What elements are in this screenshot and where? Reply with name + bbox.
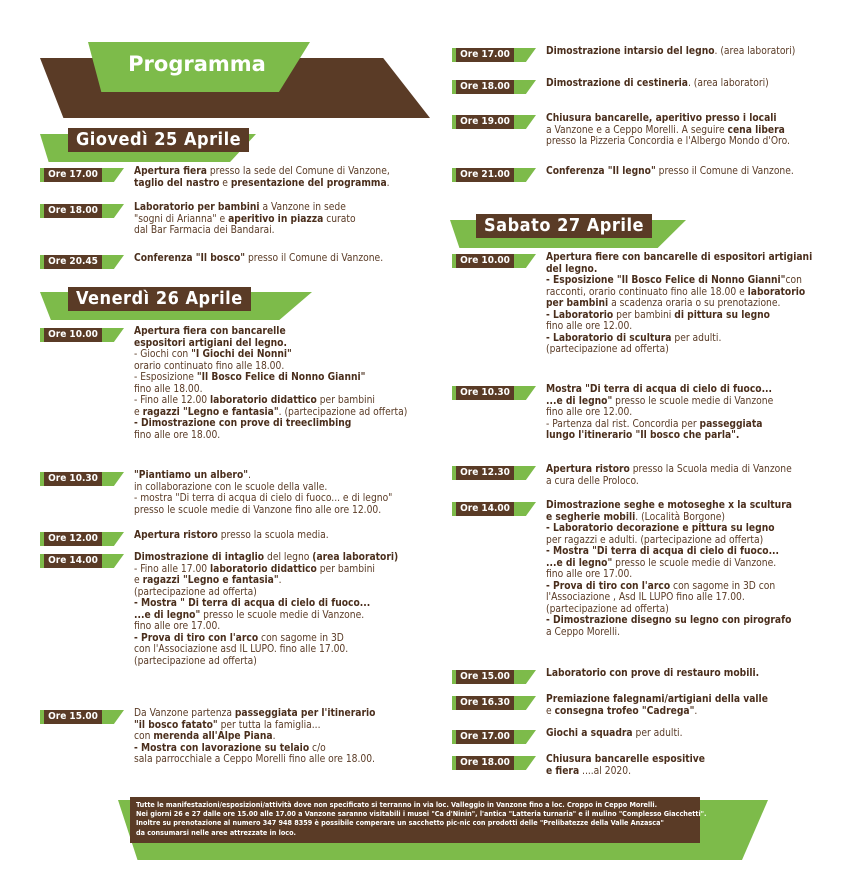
time-label: Ore 10.30	[456, 386, 514, 400]
event-highlight: - Laboratorio di scultura	[546, 332, 672, 344]
time-label: Ore 12.30	[456, 466, 514, 480]
event-line	[546, 298, 812, 310]
event-highlight: - Mostra " Di terra di acqua di cielo di fuoco...	[134, 598, 371, 609]
event-text: con sagome in 3D	[258, 632, 344, 644]
event-line	[134, 395, 407, 407]
event-line	[134, 430, 407, 442]
event-text: dal Bar Farmacia dei Bandarai.	[134, 225, 275, 236]
event-line	[546, 754, 705, 766]
time-tag	[452, 730, 536, 744]
time-label: Ore 17.00	[456, 730, 514, 744]
time-tag	[452, 115, 536, 129]
event-text: a Vanzone in sede	[259, 202, 346, 213]
event-line	[546, 136, 790, 148]
time-label: Ore 17.00	[456, 48, 514, 62]
event-text: e	[134, 575, 143, 586]
event-highlight: Apertura ristoro	[134, 530, 218, 541]
event-text: .	[694, 705, 698, 717]
event-text: - Giochi con	[134, 349, 192, 360]
time-label: Ore 14.00	[44, 554, 102, 568]
event-description	[546, 166, 794, 178]
footer-line: da consumarsi nelle aree attrezzate in loco.	[136, 827, 297, 837]
event-description	[546, 754, 705, 777]
event-text: per bambini	[316, 563, 375, 575]
event-line	[546, 464, 792, 476]
event-line	[134, 708, 375, 720]
event-text: fino alle ore 17.00.	[134, 621, 221, 632]
event-description	[134, 708, 375, 766]
event-text: - mostra "Di terra di acqua di cielo di fuoco... e di legno"	[134, 493, 393, 504]
footer-notes	[130, 797, 707, 843]
time-tag	[452, 502, 536, 516]
event-line	[134, 253, 383, 265]
event-line	[134, 731, 375, 743]
event-line	[546, 430, 773, 442]
event-text: per adulti.	[632, 728, 683, 739]
event-text: (partecipazione ad offerta)	[546, 344, 669, 355]
event-line	[546, 535, 792, 547]
event-highlight: - Prova di tiro con l'arco	[134, 632, 259, 644]
event-text: (partecipazione ad offerta)	[134, 655, 257, 667]
event-line	[134, 407, 407, 419]
event-line	[134, 505, 392, 517]
event-description	[134, 470, 392, 516]
event-text: curato	[323, 213, 356, 225]
event-line	[546, 592, 792, 604]
event-highlight: Chiusura bancarelle, aperitivo presso i locali	[546, 113, 777, 124]
event-description	[546, 500, 792, 638]
event-text: (partecipazione ad offerta)	[546, 603, 669, 615]
event-highlight: laboratorio didattico	[210, 395, 317, 406]
time-label: Ore 14.00	[456, 502, 514, 516]
event-line	[546, 264, 812, 276]
time-tag	[452, 756, 536, 770]
event-highlight: "Il Bosco Felice di Nonno Gianni"	[196, 372, 366, 383]
event-line	[546, 604, 792, 616]
event-text: presso il Comune di Vanzone.	[245, 253, 384, 264]
event-line	[546, 287, 812, 299]
event-text: con sagome in 3D con	[670, 580, 776, 592]
time-tag	[452, 254, 536, 268]
event-line	[546, 512, 792, 524]
event-highlight: - Dimostrazione con prove di treeclimbing	[134, 418, 352, 429]
time-label: Ore 19.00	[456, 115, 514, 129]
event-highlight: e segherie mobili	[546, 511, 636, 523]
event-highlight: Apertura fiera con bancarelle	[134, 326, 286, 337]
event-line	[546, 252, 812, 264]
event-highlight: Dimostrazione di cestineria	[546, 78, 688, 89]
time-label: Ore 18.00	[44, 204, 102, 218]
event-line	[134, 225, 356, 237]
event-line	[134, 587, 398, 599]
event-text: orario continuato fino alle 18.00.	[134, 360, 285, 372]
event-text: a scadenza oraria o su prenotazione.	[608, 298, 781, 309]
event-highlight: per bambini	[546, 298, 609, 309]
event-line	[546, 113, 790, 125]
event-description	[546, 728, 683, 740]
event-line	[546, 125, 790, 137]
event-text: - Partenza dal rist. Concordia per	[546, 418, 700, 430]
event-line	[134, 214, 356, 226]
footer-line: Inoltre su prenotazione al numero 347 948 8359 è possibile comperare un sacchetto pic-nic con prodotti delle "Prelibatezze della Valle Anzasca"	[136, 818, 664, 828]
event-text: - Fino alle 12.00	[134, 395, 211, 406]
event-line	[546, 321, 812, 333]
event-text: l'Associazione , Asd IL LUPO fino alle 17.00.	[546, 592, 745, 603]
event-text: .	[386, 177, 390, 189]
event-description	[546, 384, 773, 442]
event-text: per bambini	[316, 395, 375, 406]
time-label: Ore 10.00	[44, 328, 102, 342]
event-highlight: - Prova di tiro con l'arco	[546, 580, 671, 592]
event-line	[546, 627, 792, 639]
event-line	[134, 326, 407, 338]
event-line	[546, 546, 792, 558]
event-line	[546, 523, 792, 535]
event-line	[546, 333, 812, 345]
event-description	[134, 530, 329, 542]
event-text: .	[248, 470, 251, 481]
event-highlight: ragazzi "Legno e fantasia"	[142, 575, 279, 586]
day-header: Venerdì 26 Aprile	[68, 287, 251, 311]
event-text: presso il Comune di Vanzone.	[655, 166, 794, 177]
event-line	[134, 552, 398, 564]
event-highlight: laboratorio	[747, 286, 806, 298]
event-line	[546, 310, 812, 322]
time-tag	[40, 204, 124, 218]
event-text: . (partecipazione ad offerta)	[278, 406, 408, 418]
event-line	[546, 344, 812, 356]
event-text: fino alle ore 18.00.	[134, 429, 221, 441]
event-highlight: - Mostra con lavorazione su telaio	[134, 742, 310, 754]
event-highlight: "il bosco fatato"	[134, 719, 218, 731]
event-text: presso la Scuola media di Vanzone	[629, 464, 792, 475]
event-text: . (Località Borgone)	[635, 511, 726, 523]
time-tag	[40, 168, 124, 182]
event-highlight: "I Giochi dei Nonni"	[191, 349, 292, 360]
event-text: in collaborazione con le scuole della valle.	[134, 481, 328, 493]
event-description	[134, 166, 390, 189]
event-highlight: Chiusura bancarelle espositive	[546, 754, 705, 765]
time-tag	[40, 472, 124, 486]
event-text: presso la sede del Comune di Vanzone,	[206, 166, 390, 177]
event-text: sala parrocchiale a Ceppo Morelli fino alle ore 18.00.	[134, 754, 375, 765]
time-tag	[452, 80, 536, 94]
event-line	[134, 633, 398, 645]
event-line	[134, 361, 407, 373]
time-label: Ore 18.00	[456, 756, 514, 770]
event-highlight: passeggiata	[699, 418, 763, 430]
event-highlight: - Esposizione "Il Bosco Felice di Nonno Gianni"	[546, 275, 786, 286]
event-text: a cura delle Proloco.	[546, 475, 639, 487]
time-label: Ore 10.30	[44, 472, 102, 486]
event-line	[134, 656, 398, 668]
event-line	[546, 766, 705, 778]
event-text: presso le scuole medie di Vanzone fino alle ore 12.00.	[134, 504, 382, 516]
event-line	[546, 694, 768, 706]
event-text: per adulti.	[671, 332, 722, 344]
event-line	[546, 407, 773, 419]
event-text: Da Vanzone partenza	[134, 708, 235, 719]
event-text: ....al 2020.	[579, 765, 631, 777]
event-highlight: "Piantiamo un albero"	[134, 470, 249, 481]
time-tag	[452, 48, 536, 62]
time-label: Ore 12.00	[44, 532, 102, 546]
time-label: Ore 17.00	[44, 168, 102, 182]
event-text: .	[272, 731, 276, 742]
event-highlight: Giochi a squadra	[546, 728, 633, 739]
event-line	[134, 470, 392, 482]
event-text: .	[278, 575, 282, 586]
event-line	[546, 396, 773, 408]
event-description	[546, 694, 768, 717]
event-line	[134, 418, 407, 430]
event-highlight: ...e di legno"	[546, 557, 613, 569]
event-line	[134, 493, 392, 505]
event-text: e	[219, 177, 231, 189]
time-label: Ore 15.00	[456, 670, 514, 684]
event-highlight: - Mostra "Di terra di acqua di cielo di fuoco...	[546, 546, 780, 557]
event-highlight: consegna trofeo "Cadrega"	[554, 705, 695, 717]
event-text: e	[134, 406, 143, 418]
event-line	[546, 419, 773, 431]
event-text: - Fino alle 17.00	[134, 563, 211, 575]
event-line	[134, 743, 375, 755]
event-line	[134, 166, 390, 178]
event-text: fino alle 18.00.	[134, 383, 203, 395]
event-highlight: espositori artigiani del legno.	[134, 337, 287, 349]
event-highlight: Mostra "Di terra di acqua di cielo di fuoco...	[546, 384, 773, 395]
event-line	[134, 202, 356, 214]
event-text: per tutta la famiglia...	[217, 719, 321, 731]
event-description	[546, 464, 792, 487]
event-highlight: merenda all'Alpe Piana	[153, 731, 273, 742]
day-header: Giovedì 25 Aprile	[68, 128, 249, 152]
event-description	[134, 326, 407, 441]
event-highlight: e fiera	[546, 765, 580, 777]
event-highlight: ragazzi "Legno e fantasia"	[142, 406, 279, 418]
time-label: Ore 20.45	[44, 255, 102, 269]
event-highlight: Dimostrazione seghe e motoseghe x la scultura	[546, 500, 792, 511]
event-line	[134, 644, 398, 656]
event-line	[546, 384, 773, 396]
event-text: - Esposizione	[134, 372, 197, 383]
event-line	[134, 598, 398, 610]
event-highlight: Dimostrazione di intaglio	[134, 552, 265, 563]
event-text: (partecipazione ad offerta)	[134, 586, 257, 598]
event-text: presso le scuole medie di Vanzone.	[200, 609, 365, 621]
event-highlight: cena libera	[727, 124, 785, 136]
event-highlight: Laboratorio per bambini	[134, 202, 260, 213]
event-line	[134, 610, 398, 622]
event-line	[546, 615, 792, 627]
event-description	[134, 552, 398, 667]
page-title: Programma	[128, 52, 266, 76]
event-description	[546, 46, 795, 58]
event-line	[134, 338, 407, 350]
event-text: c/o	[309, 742, 326, 754]
time-label: Ore 18.00	[456, 80, 514, 94]
event-line	[134, 482, 392, 494]
day-header: Sabato 27 Aprile	[476, 214, 652, 238]
event-line	[134, 575, 398, 587]
event-highlight: Conferenza "Il legno"	[546, 166, 656, 177]
event-line	[134, 384, 407, 396]
time-tag	[452, 696, 536, 710]
time-tag	[452, 386, 536, 400]
event-highlight: lungo l'itinerario "Il bosco che parla".	[546, 430, 740, 441]
time-tag	[452, 466, 536, 480]
event-highlight: - Dimostrazione disegno su legno con pirografo	[546, 615, 792, 626]
event-highlight: Apertura fiera	[134, 166, 207, 177]
event-highlight: di pittura su legno	[674, 309, 770, 321]
event-line	[546, 500, 792, 512]
event-line	[134, 754, 375, 766]
time-tag	[40, 532, 124, 546]
event-text: del legno	[264, 552, 313, 563]
event-line	[546, 78, 769, 90]
event-line	[134, 349, 407, 361]
footer-line: Nei giorni 26 e 27 dalle ore 15.00 alle 17.00 a Vanzone saranno visitabili i musei "Ca d'Ninin", l'antica "Latteria turnaria" e il mulino "Complesso Giacchetti".	[136, 809, 707, 819]
event-description	[546, 113, 790, 148]
event-text: fino alle ore 12.00.	[546, 321, 633, 332]
event-text: a Ceppo Morelli.	[546, 626, 620, 638]
time-tag	[40, 710, 124, 724]
event-text: per bambini	[613, 309, 675, 321]
event-highlight: ...e di legno"	[546, 395, 613, 407]
time-tag	[452, 168, 536, 182]
event-line	[546, 728, 683, 740]
time-tag	[40, 255, 124, 269]
event-description	[546, 252, 812, 356]
event-line	[546, 275, 812, 287]
event-description	[546, 668, 759, 680]
event-line	[546, 581, 792, 593]
event-line	[546, 668, 759, 680]
event-line	[546, 46, 795, 58]
time-tag	[40, 554, 124, 568]
time-label: Ore 16.30	[456, 696, 514, 710]
event-highlight: del legno.	[546, 263, 598, 275]
event-highlight: Dimostrazione intarsio del legno	[546, 46, 715, 57]
event-text: presso le scuole medie di Vanzone	[612, 395, 774, 407]
footer-line: Tutte le manifestazioni/esposizioni/attività dove non specificato si terranno in via loc. Valleggio in Vanzone fino a loc. Croppo in Ceppo Morelli.	[136, 800, 658, 809]
event-line	[546, 558, 792, 570]
event-text: . (area laboratori)	[714, 46, 796, 57]
event-highlight: Conferenza "Il bosco"	[134, 253, 246, 264]
event-text: per ragazzi e adulti. (partecipazione ad offerta)	[546, 534, 764, 546]
event-text: racconti, orario continuato fino alle 18.00 e	[546, 286, 748, 298]
event-text: con	[785, 275, 802, 286]
event-highlight: - Laboratorio decorazione e pittura su legno	[546, 523, 775, 534]
event-highlight: Apertura ristoro	[546, 464, 630, 475]
event-highlight: presentazione del programma	[230, 177, 387, 189]
event-line	[546, 569, 792, 581]
event-highlight: taglio del nastro	[134, 177, 220, 189]
event-text: "sogni di Arianna" e	[134, 213, 229, 225]
event-highlight: (area laboratori)	[312, 552, 399, 563]
time-label: Ore 15.00	[44, 710, 102, 724]
event-highlight: laboratorio didattico	[210, 563, 317, 575]
time-tag	[40, 328, 124, 342]
event-highlight: ...e di legno"	[134, 609, 201, 621]
event-text: con l'Associazione asd IL LUPO. fino alle 17.00.	[134, 644, 349, 655]
event-text: con	[134, 731, 154, 742]
event-highlight: Laboratorio con prove di restauro mobili.	[546, 668, 760, 679]
event-highlight: Premiazione falegnami/artigiani della valle	[546, 694, 768, 705]
event-text: fino alle ore 17.00.	[546, 569, 633, 580]
event-text: presso la scuola media.	[217, 530, 329, 541]
time-tag	[452, 670, 536, 684]
event-line	[134, 621, 398, 633]
event-line	[134, 178, 390, 190]
event-text: e	[546, 705, 555, 717]
event-line	[546, 476, 792, 488]
time-label: Ore 10.00	[456, 254, 514, 268]
event-text: presso le scuole medie di Vanzone.	[612, 557, 777, 569]
time-label: Ore 21.00	[456, 168, 514, 182]
event-line	[134, 564, 398, 576]
event-highlight: Apertura fiere con bancarelle di espositori artigiani	[546, 252, 813, 263]
event-line	[134, 372, 407, 384]
event-description	[134, 202, 356, 237]
event-highlight: passeggiata per l'itinerario	[234, 708, 376, 719]
event-line	[134, 530, 329, 542]
event-text: . (area laboratori)	[687, 78, 769, 89]
event-text: presso la Pizzeria Concordia e l'Albergo Mondo d'Oro.	[546, 136, 790, 147]
event-description	[134, 253, 383, 265]
event-line	[134, 720, 375, 732]
event-highlight: - Laboratorio	[546, 309, 614, 321]
event-line	[546, 166, 794, 178]
event-text: a Vanzone e a Ceppo Morelli. A seguire	[546, 124, 728, 136]
event-description	[546, 78, 769, 90]
event-text: fino alle ore 12.00.	[546, 407, 633, 418]
event-line	[546, 706, 768, 718]
event-highlight: aperitivo in piazza	[228, 213, 324, 225]
